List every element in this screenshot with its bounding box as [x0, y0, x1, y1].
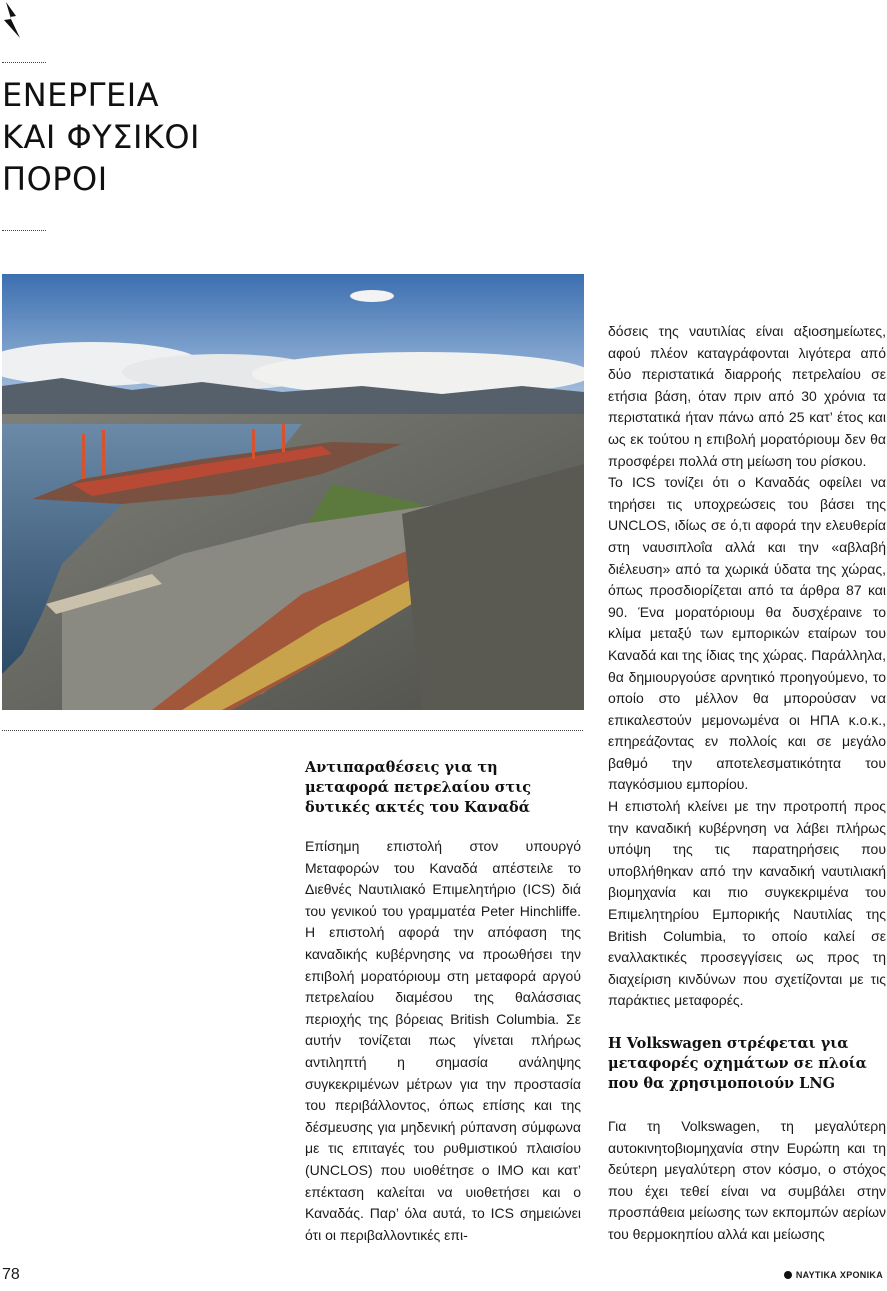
section-title-line: ΠΟΡΟΙ [2, 160, 108, 198]
section-title-line: ΚΑΙ ΦΥΣΙΚΟΙ [2, 118, 200, 156]
article1-paragraph: Το ICS τονίζει ότι ο Καναδάς οφείλει να τηρήσει τις υποχρεώσεις του βάσει της UNCLOS, ιδίως σε ό,τι αφορά την ελευθερία στη ναυσιπλοΐα αλλά και την «αβλαβή διέλευση» από τα χωρικά ύδατα της χώρας, όπως προσδιορίζεται από τα άρθρα 87 και 90. Ένα μορατόριουμ θα δυσχέραινε το κλίμα μεταξύ των εμπορικών εταίρων του Καναδά και της ίδιας της χώρας. Παράλληλα, θα δημιουργούσε αρνητικό προηγούμενο, το οποίο στο μέλλον θα μπορούσαν να επικαλεστούν μεμονωμένα οι ΗΠΑ κ.ο.κ., επηρεάζοντας εν πολλοίς και σε μεγάλο βαθμό την αποτελεσματικότητα του παγκόσμιου εμπορίου. [608, 474, 887, 793]
article2-heading: Η Volkswagen στρέφεται για μεταφορές οχημάτων σε πλοία που θα χρησιμοποιούν LNG [608, 1035, 867, 1092]
photo-bottom-rule [2, 730, 583, 731]
magazine-footer [784, 1270, 883, 1280]
magazine-logo-icon [784, 1271, 792, 1279]
article1-body: Επίσημη επιστολή στον υπουργό Μεταφορών του Καναδά απέστειλε το Διεθνές Ναυτιλιακό Επιμελητήριο (ICS) διά του γενικού του γραμματέα Peter Hinchliffe. Η επιστολή αφορά την απόφαση της καναδικής κυβέρνησης να προωθήσει την επιβολή μορατόριουμ στη μεταφορά αργού πετρελαίου διαμέσου της θαλάσσιας περιοχής της βόρειας British Columbia. Σε αυτήν τονίζεται πως γίνεται πλήρως αντιληπτή η σημασία ανάληψης συγκεκριμένων μέτρων για την προστασία του περιβάλλοντος, όπως επίσης και της δέσμευσης για μηδενική ρύπανση σύμφωνα με τις επιταγές του ρυθμιστικού πλαισίου (UNCLOS) που υιοθέτησε ο IMO και κατ’ επέκταση καλείται να υιοθετήσει και ο Καναδάς. Παρ’ όλα αυτά, το ICS σημειώνει ότι οι περιβαλλοντικές επι- [305, 838, 581, 1243]
article1-heading: Αντιπαραθέσεις για τη μεταφορά πετρελαίου στις δυτικές ακτές του Καναδά [305, 759, 532, 816]
port-aerial-photo [2, 274, 584, 710]
section-title [2, 74, 200, 200]
article1-column [305, 758, 581, 1246]
lightning-bolt-logo-icon [2, 2, 22, 40]
title-top-rule [2, 62, 46, 63]
page-number: 78 [2, 1266, 20, 1283]
article1-paragraph: Η επιστολή κλείνει με την προτροπή προς την καναδική κυβέρνηση να λάβει πλήρως υπόψη της τις παρατηρήσεις που υποβλήθηκαν από την καναδική ναυτιλιακή βιομηχανία και πιο συγκεκριμένα του Επιμελητηρίου Εμπορικής Ναυτιλίας της British Columbia, το οποίο καλεί σε εναλλακτικές προσεγγίσεις ως προς τη διαχείριση κινδύνων που σχετίζονται με τις παράκτιες μεταφορές. [608, 798, 886, 1009]
magazine-name: ΝΑΥΤΙΚΑ ΧΡΟΝΙΚΑ [795, 1270, 883, 1280]
article1-paragraph: δόσεις της ναυτιλίας είναι αξιοσημείωτες, αφού πλέον καταγράφονται λιγότερα από δύο περιστατικά διαρροής πετρελαίου σε ετήσια βάση, όταν πριν από 30 χρόνια τα περιστατικά ήταν πάνω από 25 κατ’ έτος και ως εκ τούτου η επιβολή μορατόριουμ δεν θα προσφέρει πολλά στη μείωση του ρίσκου. [608, 323, 886, 469]
title-bottom-rule [2, 230, 46, 231]
section-title-line: ΕΝΕΡΓΕΙΑ [2, 76, 160, 114]
article1-continuation-column [608, 321, 886, 1246]
article2-body: Για τη Volkswagen, τη μεγαλύτερη αυτοκινητοβιομηχανία στην Ευρώπη και τη δεύτερη μεγαλύτερη στον κόσμο, ο στόχος που έχει τεθεί είναι να συμβάλει στην προσπάθεια μείωσης των εκπομπών αερίων του θερμοκηπίου αλλά και μείωσης [608, 1118, 886, 1242]
